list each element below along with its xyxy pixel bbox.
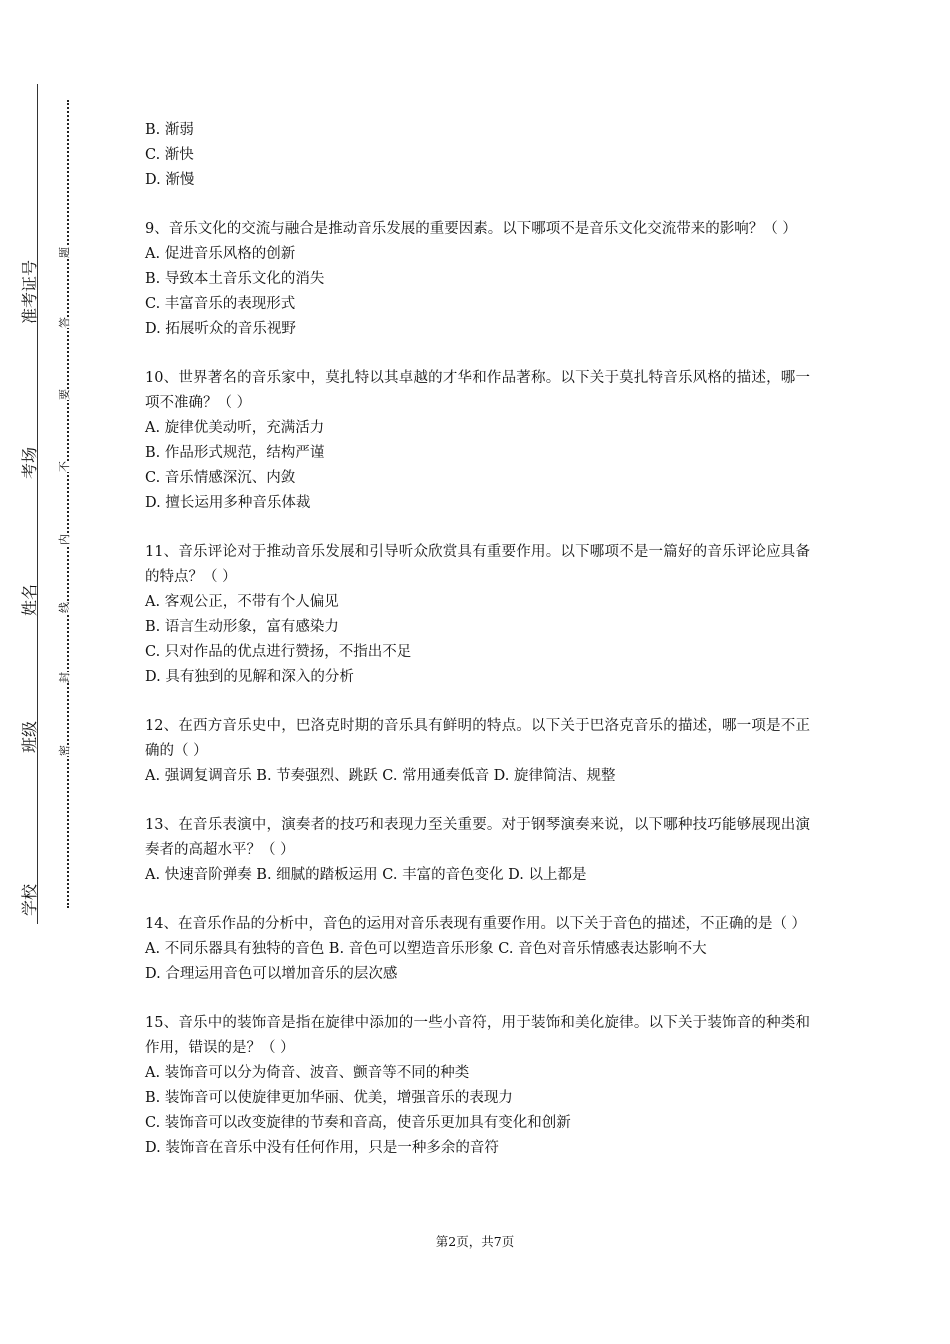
question-11	[145, 540, 810, 690]
binding-margin	[0, 0, 90, 1344]
field-name-label: 姓名	[20, 584, 39, 617]
question-stem: 11、音乐评论对于推动音乐发展和引导听众欣赏具有重要作用。以下哪项不是一篇好的音乐评论应具备的特点？（ ）	[145, 544, 810, 585]
question-stem: 14、在音乐作品的分析中，音色的运用对音乐表现有重要作用。以下关于音色的描述，不正确的是（ ）	[145, 916, 807, 932]
question-15	[145, 1011, 810, 1161]
question-stem: 12、在西方音乐史中，巴洛克时期的音乐具有鲜明的特点。以下关于巴洛克音乐的描述，哪一项是不正确的（ ）	[145, 718, 810, 759]
binding-solid-line	[37, 84, 38, 924]
option-b: B. 渐弱	[145, 122, 194, 138]
option-d: D. 装饰音在音乐中没有任何作用，只是一种多余的音符	[145, 1140, 499, 1156]
option-c: C. 只对作品的优点进行赞扬，不指出不足	[145, 644, 412, 660]
page-number: 第2页，共7页	[435, 1234, 515, 1249]
seal-char: 内	[58, 534, 71, 545]
question-10	[145, 366, 810, 516]
field-school-label: 学校	[20, 884, 39, 917]
field-exam-id-label: 准考证号	[20, 260, 39, 325]
seal-char: 封	[58, 672, 71, 683]
seal-dotted-line	[67, 100, 69, 908]
question-stem: 13、在音乐表演中，演奏者的技巧和表现力至关重要。对于钢琴演奏来说，以下哪种技巧能够展现出演奏者的高超水平？（ ）	[145, 817, 810, 858]
seal-char: 不	[58, 461, 71, 472]
field-class-label: 班级	[20, 721, 39, 754]
option-c: C. 丰富音乐的表现形式	[145, 296, 296, 312]
question-12	[145, 714, 810, 789]
seal-char: 答	[58, 317, 71, 328]
question-14	[145, 912, 810, 987]
seal-char: 题	[58, 247, 71, 258]
options-inline: A. 强调复调音乐 B. 节奏强烈、跳跃 C. 常用通奏低音 D. 旋律简洁、规整	[145, 768, 616, 784]
option-d: D. 具有独到的见解和深入的分析	[145, 669, 354, 685]
seal-char: 要	[58, 389, 71, 400]
options-inline: A. 快速音阶弹奏 B. 细腻的踏板运用 C. 丰富的音色变化 D. 以上都是	[145, 867, 587, 883]
option-a: A. 装饰音可以分为倚音、波音、颤音等不同的种类	[145, 1065, 470, 1081]
option-b: B. 装饰音可以使旋律更加华丽、优美，增强音乐的表现力	[145, 1090, 513, 1106]
option-d: D. 渐慢	[145, 172, 195, 188]
seal-char: 密	[58, 745, 71, 756]
option-d: D. 擅长运用多种音乐体裁	[145, 495, 311, 511]
option-b: B. 语言生动形象，富有感染力	[145, 619, 339, 635]
question-13	[145, 813, 810, 888]
option-c: C. 渐快	[145, 147, 194, 163]
option-a: A. 客观公正，不带有个人偏见	[145, 594, 339, 610]
option-c: C. 音乐情感深沉、内敛	[145, 470, 296, 486]
question-stem: 10、世界著名的音乐家中，莫扎特以其卓越的才华和作品著称。以下关于莫扎特音乐风格的描述，哪一项不准确？（ ）	[145, 370, 810, 411]
seal-char: 线	[58, 602, 71, 613]
option-c: C. 装饰音可以改变旋律的节奏和音高，使音乐更加具有变化和创新	[145, 1115, 571, 1131]
question-9	[145, 217, 810, 342]
option-b: B. 作品形式规范，结构严谨	[145, 445, 325, 461]
question-8-continued	[145, 118, 810, 193]
option-d: D. 合理运用音色可以增加音乐的层次感	[145, 966, 398, 982]
options-inline: A. 不同乐器具有独特的音色 B. 音色可以塑造音乐形象 C. 音色对音乐情感表达影响不大	[145, 941, 707, 957]
option-a: A. 促进音乐风格的创新	[145, 246, 296, 262]
option-d: D. 拓展听众的音乐视野	[145, 321, 296, 337]
question-stem: 15、音乐中的装饰音是指在旋律中添加的一些小音符，用于装饰和美化旋律。以下关于装饰音的种类和作用，错误的是？（ ）	[145, 1015, 810, 1056]
option-a: A. 旋律优美动听，充满活力	[145, 420, 325, 436]
option-b: B. 导致本土音乐文化的消失	[145, 271, 325, 287]
question-list	[145, 118, 810, 1185]
field-exam-room-label: 考场	[20, 447, 39, 480]
question-stem: 9、音乐文化的交流与融合是推动音乐发展的重要因素。以下哪项不是音乐文化交流带来的影响？（ ）	[145, 221, 797, 237]
